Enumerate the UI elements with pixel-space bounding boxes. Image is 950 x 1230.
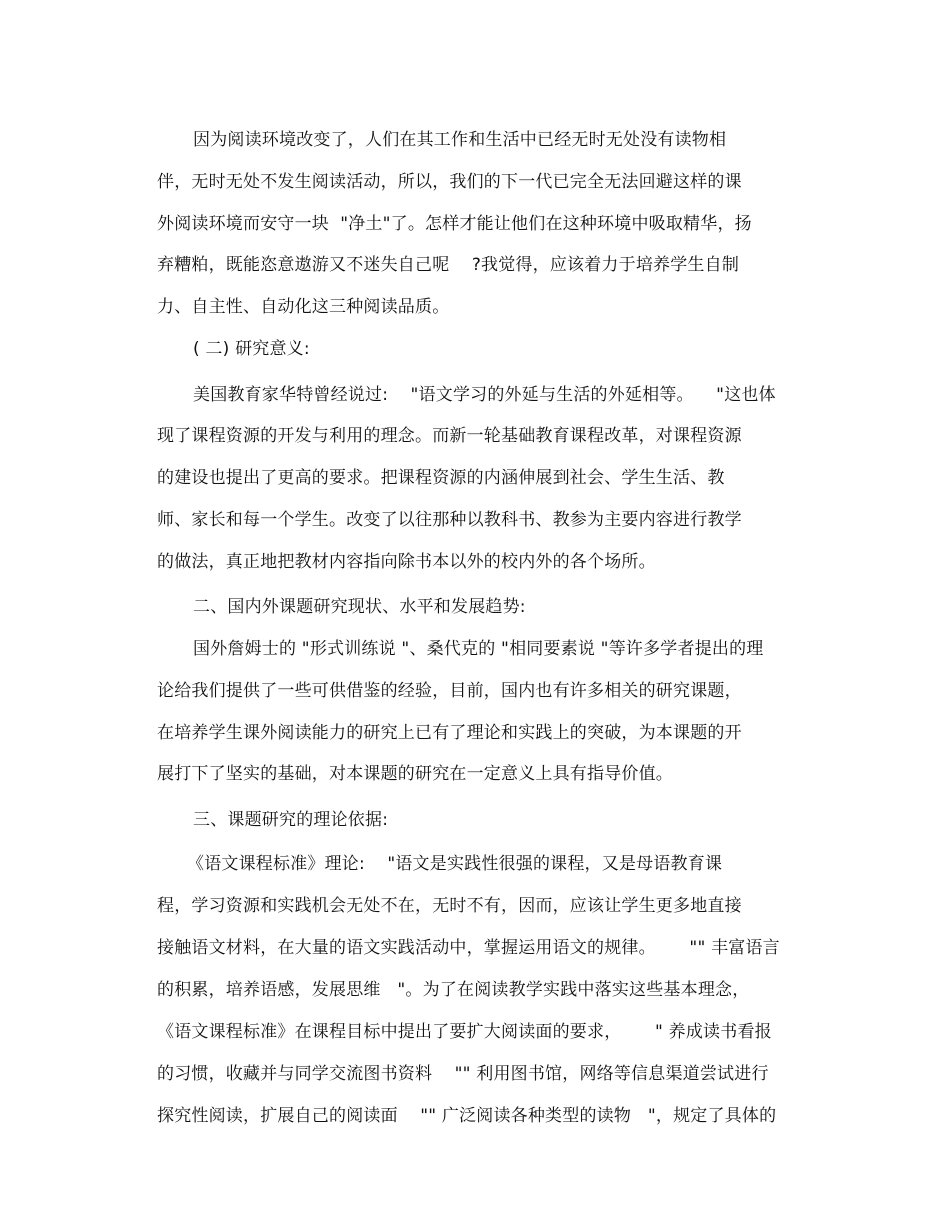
text-line-11: 的做法，真正地把教材内容指向除书本以外的校内外的各个场所。 (157, 552, 656, 572)
text-line-7: 美国教育家华特曾经说过: "语文学习的外延与生活的外延相等。 "这也体 (193, 385, 776, 405)
text-line-5: 力、自主性、自动化这三种阅读品质。 (157, 297, 450, 317)
text-line-10: 师、家长和每一个学生。改变了以往那种以教科书、教参为主要内容进行教学 (157, 510, 742, 530)
text-line-2: 伴，无时无处不发生阅读活动，所以，我们的下一代已完全无法回避这样的课 (157, 172, 742, 192)
text-line-13: 国外詹姆士的 "形式训练说 "、桑代克的 "相同要素说 "等许多学者提出的理 (193, 639, 764, 659)
text-line-20: 接触语文材料，在大量的语文实践活动中，掌握运用语文的规律。 "" 丰富语言 (157, 938, 780, 958)
section-heading-research-status: 二、国内外课题研究现状、水平和发展趋势: (193, 597, 526, 617)
text-line-1: 因为阅读环境改变了，人们在其工作和生活中已经无时无处没有读物相 (193, 130, 727, 150)
section-heading-theoretical-basis: 三、课题研究的理论依据: (193, 810, 389, 830)
text-line-8: 现了课程资源的开发与利用的理念。而新一轮基础教育课程改革，对课程资源 (157, 426, 742, 446)
section-heading-research-significance: ( 二) 研究意义: (193, 339, 310, 359)
text-line-16: 展打下了坚实的基础，对本课题的研究在一定意义上具有指导价值。 (157, 764, 673, 784)
text-line-19: 程，学习资源和实践机会无处不在，无时不有，因而，应该让学生更多地直接 (157, 896, 742, 916)
text-line-22: 《语文课程标准》在课程目标中提出了要扩大阅读面的要求， " 养成读书看报 (157, 1022, 772, 1042)
text-line-21: 的积累，培养语感，发展思维 "。为了在阅读教学实践中落实这些基本理念， (157, 980, 750, 1000)
text-line-14: 论给我们提供了一些可供借鉴的经验，目前，国内也有许多相关的研究课题， (157, 681, 742, 701)
text-line-15: 在培养学生课外阅读能力的研究上已有了理论和实践上的突破，为本课题的开 (157, 723, 742, 743)
text-line-24: 探究性阅读，扩展自己的阅读面 "" 广泛阅读各种类型的读物 "，规定了具体的 (157, 1106, 777, 1126)
text-line-4: 弃糟粕，既能恣意遨游又不迷失自己呢 ?我觉得，应该着力于培养学生自制 (157, 255, 740, 275)
text-line-18: 《语文课程标准》理论: "语文是实践性很强的课程，又是母语教育课 (187, 854, 723, 874)
text-line-3: 外阅读环境而安守一块 "净土"了。怎样才能让他们在这种环境中吸取精华，扬 (157, 214, 752, 234)
text-line-23: 的习惯，收藏并与同学交流图书资料 "" 利用图书馆，网络等信息渠道尝试进行 (157, 1064, 769, 1084)
text-line-9: 的建设也提出了更高的要求。把课程资源的内涵伸展到社会、学生生活、教 (157, 468, 725, 488)
